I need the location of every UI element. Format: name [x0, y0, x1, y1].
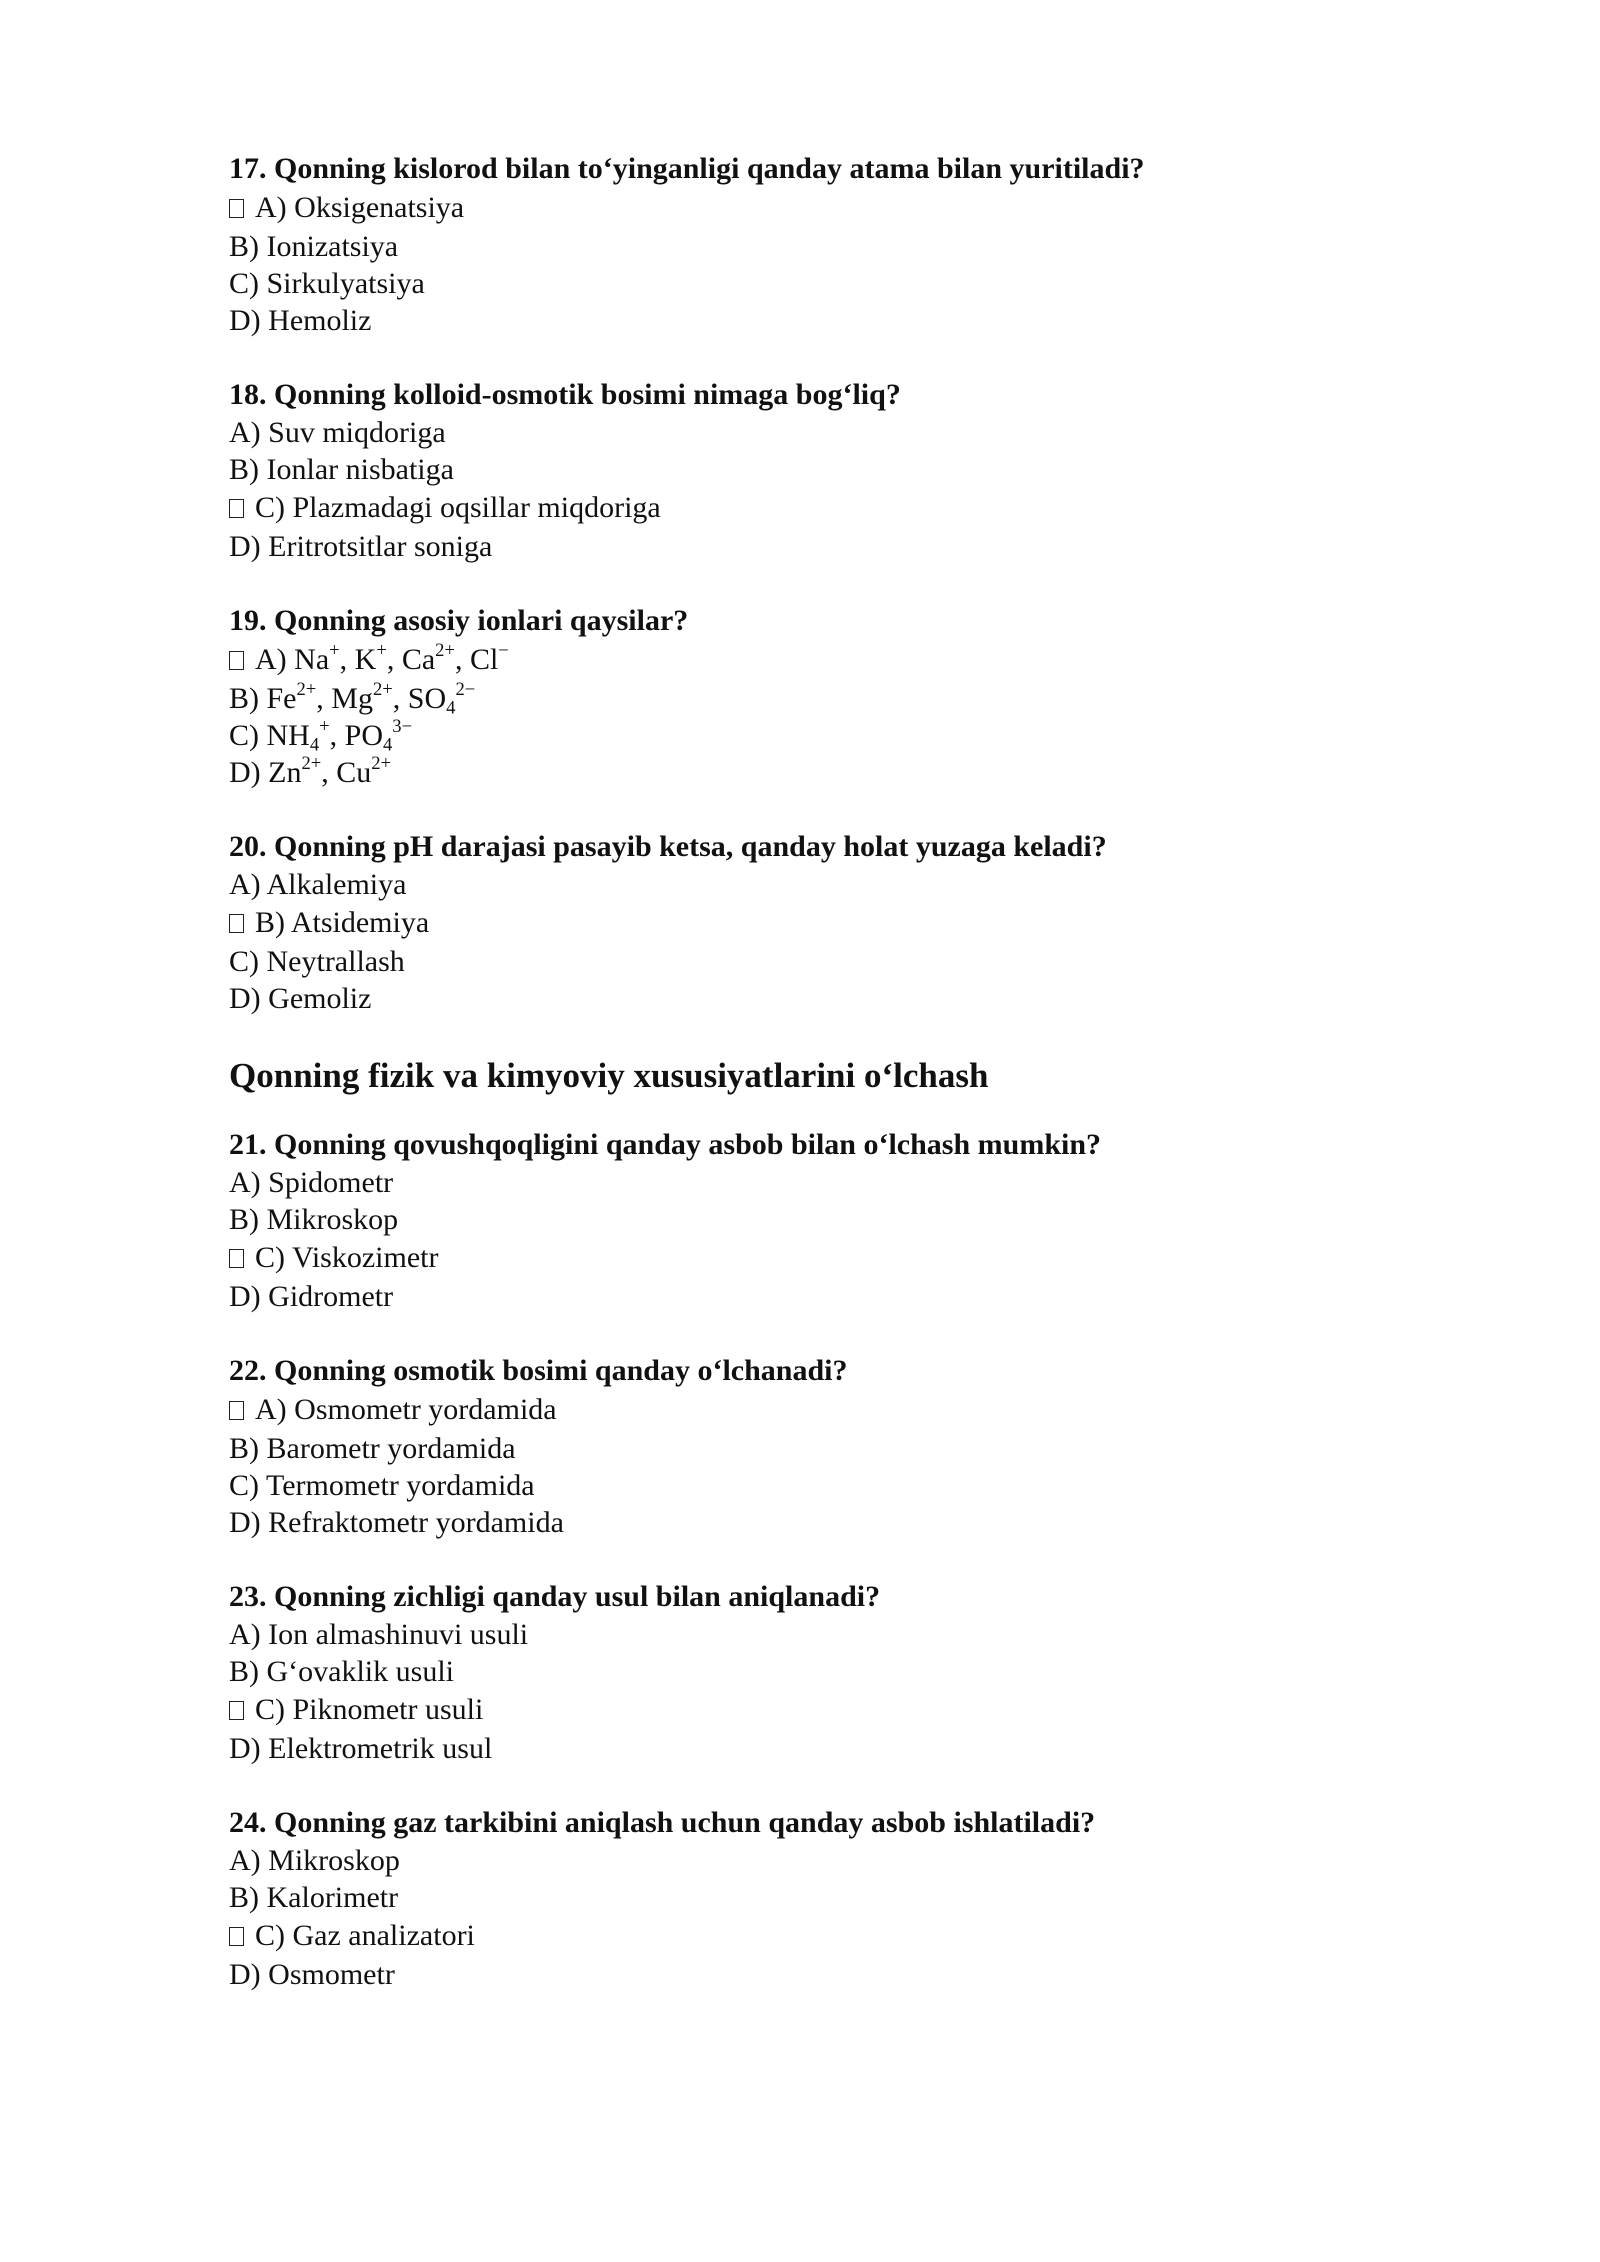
question-title: 21. Qonning qovushqoqligini qanday asbob bilan o‘lchash mumkin? [229, 1128, 1102, 1161]
answer-text [229, 717, 412, 754]
checkbox-icon [229, 1249, 244, 1268]
answer-option [229, 1956, 1409, 1993]
answer-option [229, 754, 1409, 791]
answer-option [229, 866, 1409, 903]
answer-text: D) Eritrotsitlar soniga [229, 530, 493, 563]
answer-prefix: B) [229, 682, 267, 715]
superscript: 2+ [371, 752, 392, 774]
question-block [229, 376, 1409, 565]
answer-text: C) Piknometr usuli [255, 1693, 484, 1726]
answer-text: B) Ionizatsiya [229, 230, 399, 263]
question-block [229, 602, 1409, 791]
answer-option [229, 528, 1409, 565]
answer-text [229, 680, 475, 717]
formula-text: , Cu [321, 756, 372, 789]
checkbox-icon [229, 199, 244, 218]
questions-part1 [229, 150, 1409, 1017]
checkbox-icon [229, 914, 244, 933]
answer-option [229, 451, 1409, 488]
answer-text: D) Osmometr [229, 1958, 395, 1991]
answer-option [229, 1504, 1409, 1541]
answer-text: C) Viskozimetr [255, 1241, 439, 1274]
answer-text: B) Ionlar nisbatiga [229, 453, 454, 486]
answer-text: D) Gemoliz [229, 982, 372, 1015]
answer-option [229, 1278, 1409, 1315]
formula-text: , Ca [386, 643, 436, 676]
section-title: Qonning fizik va kimyoviy xususiyatlarini o‘lchash [229, 1056, 989, 1095]
answer-option [229, 1730, 1409, 1767]
formula-text: , SO [392, 682, 447, 715]
answer-text: A) Ion almashinuvi usuli [229, 1618, 529, 1651]
question-block [229, 828, 1409, 1017]
subscript: 4 [309, 734, 320, 756]
superscript: + [319, 715, 330, 737]
answer-prefix: A) [255, 643, 295, 676]
answer-option [229, 414, 1409, 451]
answer-text: A) Osmometr yordamida [255, 1393, 557, 1426]
answer-option [229, 1430, 1409, 1467]
superscript: 2+ [372, 678, 393, 700]
answer-option [229, 1653, 1409, 1690]
checkbox-icon [229, 499, 244, 518]
answer-option [229, 640, 1409, 680]
checkbox-icon [229, 1927, 244, 1946]
formula-text: , Cl [454, 643, 499, 676]
formula-text: Na [294, 643, 330, 676]
answer-text: B) Atsidemiya [255, 906, 430, 939]
answer-text: A) Oksigenatsiya [255, 191, 465, 224]
question-block [229, 150, 1409, 339]
answer-text: A) Alkalemiya [229, 868, 407, 901]
answer-text: A) Suv miqdoriga [229, 416, 446, 449]
question-title: 18. Qonning kolloid-osmotik bosimi nimaga bog‘liq? [229, 378, 901, 411]
subscript: 4 [446, 697, 456, 719]
question-block [229, 1126, 1409, 1315]
answer-option [229, 1467, 1409, 1504]
question-title: 23. Qonning zichligi qanday usul bilan aniqlanadi? [229, 1580, 881, 1613]
answer-text: B) Mikroskop [229, 1203, 399, 1236]
question-block [229, 1578, 1409, 1767]
formula-text: Fe [266, 682, 297, 715]
answer-option [229, 680, 1409, 717]
answer-prefix: C) [229, 719, 267, 752]
superscript: + [329, 639, 340, 661]
answer-text: C) Plazmadagi oqsillar miqdoriga [255, 491, 661, 524]
answer-prefix: D) [229, 756, 269, 789]
answer-text: D) Gidrometr [229, 1280, 394, 1313]
answer-text: D) Elektrometrik usul [229, 1732, 493, 1765]
answer-text: B) Barometr yordamida [229, 1432, 516, 1465]
document-page [229, 150, 1409, 2030]
answer-option [229, 1164, 1409, 1201]
checkbox-icon [229, 1401, 244, 1420]
answer-text: B) Kalorimetr [229, 1881, 399, 1914]
answer-text [255, 640, 509, 680]
question-title: 17. Qonning kislorod bilan to‘yinganligi qanday atama bilan yuritiladi? [229, 152, 1145, 185]
answer-text: C) Neytrallash [229, 945, 405, 978]
answer-option [229, 1390, 1409, 1430]
answer-text: A) Spidometr [229, 1166, 394, 1199]
formula-text: Zn [268, 756, 302, 789]
answer-text: B) G‘ovaklik usuli [229, 1655, 454, 1688]
checkbox-icon [229, 651, 244, 670]
answer-option [229, 302, 1409, 339]
answer-option [229, 1916, 1409, 1956]
answer-text: C) Sirkulyatsiya [229, 267, 425, 300]
question-title: 22. Qonning osmotik bosimi qanday o‘lchanadi? [229, 1354, 848, 1387]
checkbox-icon [229, 1701, 244, 1720]
answer-text [229, 754, 391, 791]
answer-option [229, 1238, 1409, 1278]
questions-part2 [229, 1126, 1409, 1993]
answer-option [229, 488, 1409, 528]
question-block [229, 1804, 1409, 1993]
answer-option [229, 1201, 1409, 1238]
superscript: 3− [392, 715, 413, 737]
answer-option [229, 188, 1409, 228]
answer-text: C) Gaz analizatori [255, 1919, 475, 1952]
superscript: 2− [455, 678, 476, 700]
answer-text: D) Refraktometr yordamida [229, 1506, 564, 1539]
answer-text: C) Termometr yordamida [229, 1469, 535, 1502]
question-title: 24. Qonning gaz tarkibini aniqlash uchun qanday asbob ishlatiladi? [229, 1806, 1096, 1839]
superscript: 2+ [435, 639, 455, 661]
answer-option [229, 1879, 1409, 1916]
superscript: 2+ [301, 752, 322, 774]
superscript: 2+ [296, 678, 317, 700]
answer-option [229, 943, 1409, 980]
answer-text: A) Mikroskop [229, 1844, 400, 1877]
answer-option [229, 1616, 1409, 1653]
formula-text: NH [266, 719, 310, 752]
answer-option [229, 903, 1409, 943]
question-title: 20. Qonning pH darajasi pasayib ketsa, qanday holat yuzaga keladi? [229, 830, 1107, 863]
answer-option [229, 228, 1409, 265]
question-block [229, 1352, 1409, 1541]
question-title: 19. Qonning asosiy ionlari qaysilar? [229, 604, 689, 637]
answer-option [229, 1842, 1409, 1879]
subscript: 4 [383, 734, 393, 756]
answer-option [229, 717, 1409, 754]
superscript: + [376, 639, 387, 661]
formula-text: , K [339, 643, 377, 676]
answer-option [229, 980, 1409, 1017]
formula-text: , PO [329, 719, 383, 752]
answer-option [229, 265, 1409, 302]
answer-text: D) Hemoliz [229, 304, 372, 337]
formula-text: , Mg [316, 682, 373, 715]
answer-option [229, 1690, 1409, 1730]
superscript: − [498, 639, 509, 661]
